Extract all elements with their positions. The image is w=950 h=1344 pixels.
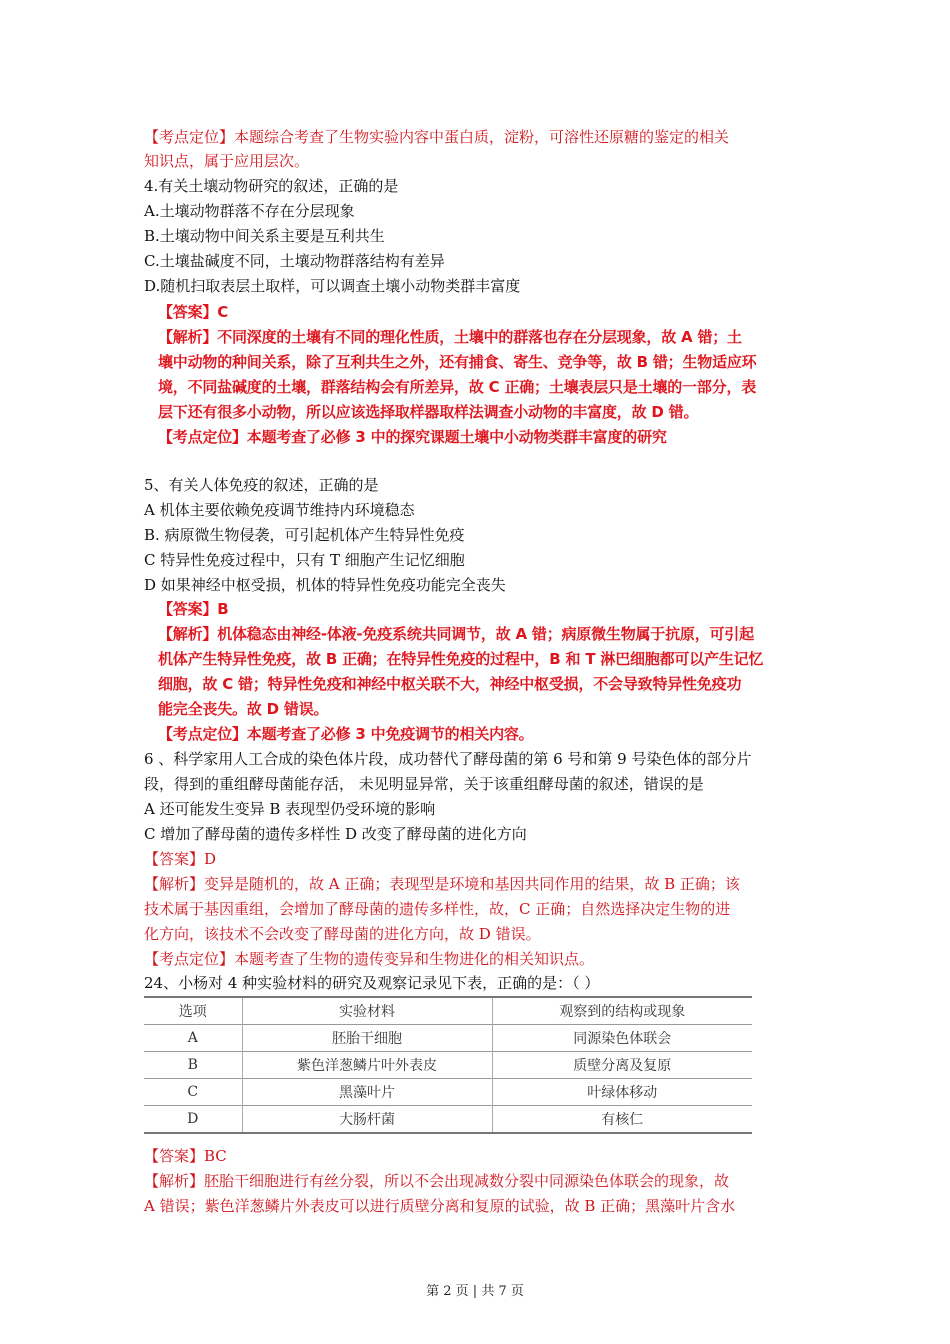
table-header-row bbox=[144, 997, 752, 1025]
q6-analysis-line-3: 化方向，该技术不会改变了酵母菌的进化方向，故 D 错误。 bbox=[144, 925, 541, 943]
q5-analysis-line-3: 细胞，故 C 错；特异性免疫和神经中枢关联不大，神经中枢受损，不会导致特异性免疫功 bbox=[158, 675, 742, 693]
page-footer: 第 2 页 | 共 7 页 bbox=[426, 1284, 524, 1299]
q5-analysis-line-1: 【解析】机体稳态由神经-体液-免疫系统共同调节，故 A 错；病原微生物属于抗原，可引起 bbox=[158, 625, 754, 643]
table-cell: 同源染色体联会 bbox=[492, 1025, 752, 1052]
q3-point-line-1: 【考点定位】本题综合考查了生物实验内容中蛋白质，淀粉，可溶性还原糖的鉴定的相关 bbox=[144, 128, 730, 146]
q6-answer: 【答案】D bbox=[144, 850, 217, 868]
q5-analysis-line-2: 机体产生特异性免疫，故 B 正确；在特异性免疫的过程中，B 和 T 淋巴细胞都可以产生记忆 bbox=[158, 650, 764, 668]
q4-answer: 【答案】C bbox=[158, 303, 229, 321]
q4-option-a: A.土壤动物群落不存在分层现象 bbox=[144, 202, 355, 220]
table-cell: B bbox=[144, 1052, 242, 1079]
table-cell: 叶绿体移动 bbox=[492, 1079, 752, 1106]
q5-option-d: D 如果神经中枢受损，机体的特异性免疫功能完全丧失 bbox=[144, 576, 506, 594]
q24-answer: 【答案】BC bbox=[144, 1147, 227, 1165]
q4-option-d: D.随机扫取表层土取样，可以调查土壤小动物类群丰富度 bbox=[144, 277, 521, 295]
q6-options-line-1: A 还可能发生变异 B 表现型仍受环境的影响 bbox=[144, 800, 436, 818]
table-cell: 质壁分离及复原 bbox=[492, 1052, 752, 1079]
q6-stem-line-1: 6 、科学家用人工合成的染色体片段，成功替代了酵母菌的第 6 号和第 9 号染色体的部分片 bbox=[144, 750, 752, 768]
table-header-cell: 实验材料 bbox=[242, 997, 492, 1025]
table-header-cell: 选项 bbox=[178, 1004, 207, 1020]
q4-stem: 4.有关土壤动物研究的叙述，正确的是 bbox=[144, 177, 399, 195]
observation-table bbox=[144, 996, 752, 1134]
q4-point: 【考点定位】本题考查了必修 3 中的探究课题土壤中小动物类群丰富度的研究 bbox=[158, 428, 667, 446]
q6-stem-line-2: 段，得到的重组酵母菌能存活， 未见明显异常，关于该重组酵母菌的叙述，错误的是 bbox=[144, 775, 704, 793]
q6-point: 【考点定位】本题考查了生物的遗传变异和生物进化的相关知识点。 bbox=[144, 950, 595, 968]
q6-analysis-line-1: 【解析】变异是随机的，故 A 正确；表现型是环境和基因共同作用的结果，故 B 正确；该 bbox=[144, 875, 740, 893]
q5-analysis-line-4: 能完全丧失。故 D 错误。 bbox=[158, 700, 329, 718]
q5-answer: 【答案】B bbox=[158, 600, 229, 618]
q24-analysis-line-1: 【解析】胚胎干细胞进行有丝分裂，所以不会出现减数分裂中同源染色体联会的现象，故 bbox=[144, 1172, 730, 1190]
table-row bbox=[144, 1052, 752, 1079]
table-cell: 大肠杆菌 bbox=[242, 1106, 492, 1134]
table-cell: 胚胎干细胞 bbox=[242, 1025, 492, 1052]
q24-analysis-line-2: A 错误；紫色洋葱鳞片外表皮可以进行质壁分离和复原的试验，故 B 正确；黑藻叶片含水 bbox=[144, 1197, 736, 1215]
table-cell: A bbox=[144, 1025, 242, 1052]
table-cell: 黑藻叶片 bbox=[242, 1079, 492, 1106]
q5-option-b: B. 病原微生物侵袭，可引起机体产生特异性免疫 bbox=[144, 526, 465, 544]
q5-point: 【考点定位】本题考查了必修 3 中免疫调节的相关内容。 bbox=[158, 725, 534, 743]
q4-analysis-line-4: 层下还有很多小动物，所以应该选择取样器取样法调查小动物的丰富度，故 D 错。 bbox=[158, 403, 699, 421]
table-cell: C bbox=[144, 1079, 242, 1106]
table-cell: 紫色洋葱鳞片叶外表皮 bbox=[242, 1052, 492, 1079]
q4-analysis-line-1: 【解析】不同深度的土壤有不同的理化性质，土壤中的群落也存在分层现象，故 A 错；土 bbox=[158, 328, 742, 346]
q3-point-line-2: 知识点，属于应用层次。 bbox=[144, 152, 310, 170]
q6-options-line-2: C 增加了酵母菌的遗传多样性 D 改变了酵母菌的进化方向 bbox=[144, 825, 527, 843]
q4-option-b: B.土壤动物中间关系主要是互利共生 bbox=[144, 227, 385, 245]
table-header-cell: 观察到的结构或现象 bbox=[492, 997, 752, 1025]
table-row bbox=[144, 1079, 752, 1106]
q5-option-c: C 特异性免疫过程中，只有 T 细胞产生记忆细胞 bbox=[144, 551, 465, 569]
table-row bbox=[144, 1025, 752, 1052]
q5-option-a: A 机体主要依赖免疫调节维持内环境稳态 bbox=[144, 501, 415, 519]
table-cell: D bbox=[144, 1106, 242, 1134]
q5-stem: 5、有关人体免疫的叙述，正确的是 bbox=[144, 476, 379, 494]
q24-stem: 24、小杨对 4 种实验材料的研究及观察记录见下表，正确的是：（ ） bbox=[144, 974, 600, 992]
q4-option-c: C.土壤盐碱度不同，土壤动物群落结构有差异 bbox=[144, 252, 445, 270]
q6-analysis-line-2: 技术属于基因重组，会增加了酵母菌的遗传多样性，故，C 正确；自然选择决定生物的进 bbox=[144, 900, 731, 918]
table-cell: 有核仁 bbox=[492, 1106, 752, 1134]
q4-analysis-line-2: 壤中动物的种间关系，除了互利共生之外，还有捕食、寄生、竞争等，故 B 错；生物适应环 bbox=[158, 353, 757, 371]
q4-analysis-line-3: 境，不同盐碱度的土壤，群落结构会有所差异，故 C 正确；土壤表层只是土壤的一部分，表 bbox=[158, 378, 757, 396]
table-row bbox=[144, 1106, 752, 1134]
